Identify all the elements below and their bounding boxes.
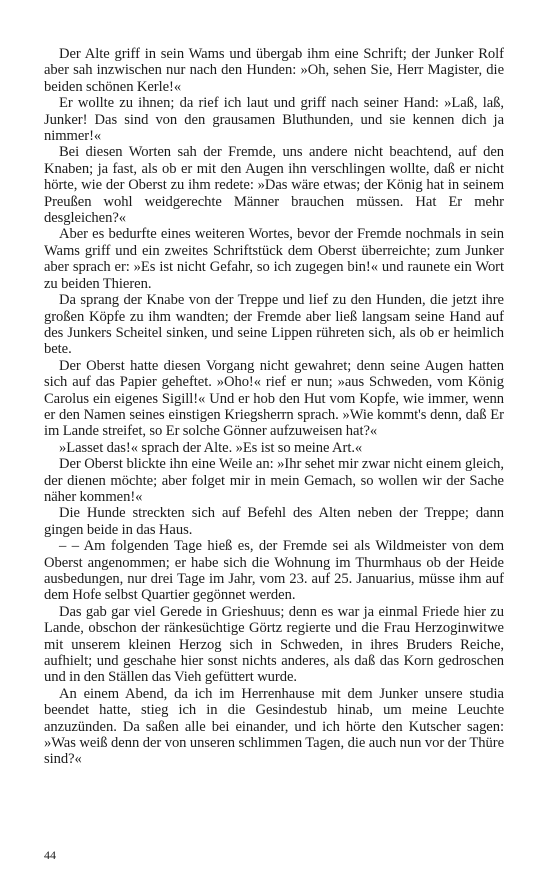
paragraph-11: Das gab gar viel Gerede in Grieshuus; denn es war ja einmal Friede hier zu Lande, obschon der ränkesüchtige Görtz regierte und die Frau Herzoginwitwe mit unserem kleinen Herzog sich in Schweden, in ihres Bruders Reiche, aufhielt; und geschahe hier sonst nichts anderes, als daß das Korn gedroschen und in den Ställen das Vieh gefüttert wurde. bbox=[44, 603, 504, 686]
paragraph-8: Der Oberst blickte ihn eine Weile an: »Ihr sehet mir zwar nicht einem gleich, der dienen möchte; aber folget mir in mein Gemach, so wollen wir der Sache näher kommen!« bbox=[44, 456, 504, 505]
paragraph-4: Aber es bedurfte eines weiteren Wortes, bevor der Fremde nochmals in sein Wams griff und ein zweites Schriftstück dem Oberst überreichte; zum Junker aber sprach er: »Es ist nicht Gefahr, so ich zugegen bin!« und raunete ein Wort zu beiden Thieren. bbox=[44, 226, 504, 292]
paragraph-6: Der Oberst hatte diesen Vorgang nicht gewahret; denn seine Augen hatten sich auf das Papier geheftet. »Oho!« rief er nun; »aus Schweden, vom König Carolus ein eigenes Sigill!« Und er hob den Hut vom Kopfe, wie immer, wenn er den Namen seines einstigen Kriegsherrn sprach. »Wie kommt's denn, daß Er im Lande streifet, so Er solche Gönner aufzuweisen hat?« bbox=[44, 357, 504, 440]
paragraph-2: Er wollte zu ihnen; da rief ich laut und griff nach seiner Hand: »Laß, laß, Junker! Das sind von den grausamen Bluthunden, und sie kennen dich ja nimmer!« bbox=[44, 95, 504, 145]
paragraph-10: – – Am folgenden Tage hieß es, der Fremde sei als Wildmeister von dem Oberst angenommen; er habe sich die Wohnung im Thurmhaus ob der Heide ausbedungen, nur drei Tage im Jahr, vom 23. auf 25. Januarius, müsse ihm auf dem Hofe selbst Quartier gegönnet werden. bbox=[44, 538, 504, 604]
paragraph-3: Bei diesen Worten sah der Fremde, uns andere nicht beachtend, auf den Knaben; ja fast, als ob er mit den Augen ihn verschlingen wollte, daß er nicht hörte, wie der Oberst zu ihm redete: »Das wäre etwas; der König hat in seinem Preußen wohl weidgerechte Männer brauchen müssen. Hat Er mehr desgleichen?« bbox=[44, 144, 504, 227]
paragraph-7: »Lasset das!« sprach der Alte. »Es ist so meine Art.« bbox=[59, 439, 363, 456]
text-body bbox=[44, 46, 504, 768]
paragraph-5: Da sprang der Knabe von der Treppe und lief zu den Hunden, die jetzt ihre großen Köpfe zu ihm wandten; der Fremde aber ließ langsam seine Hand auf des Junkers Scheitel sinken, und seine Lippen rühreten sich, als ob er heimlich bete. bbox=[44, 292, 504, 358]
paragraph-1: Der Alte griff in sein Wams und übergab ihm eine Schrift; der Junker Rolf aber sah inzwischen nur nach den Hunden: »Oh, sehen Sie, Herr Magister, die beiden schönen Kerle!« bbox=[44, 46, 504, 95]
paragraph-9: Die Hunde streckten sich auf Befehl des Alten neben der Treppe; dann gingen beide in das Haus. bbox=[44, 505, 504, 538]
page-number: 44 bbox=[44, 848, 56, 862]
paragraph-12: An einem Abend, da ich im Herrenhause mit dem Junker unsere studia beendet hatte, stieg ich in die Gesindestub hinab, um meine Leuchte anzuzünden. Da saßen alle bei einander, und ich hörte den Kutscher sagen: »Was weiß denn der von unseren schlimmen Tagen, die auch nun vor der Thüre sind?« bbox=[44, 685, 504, 768]
